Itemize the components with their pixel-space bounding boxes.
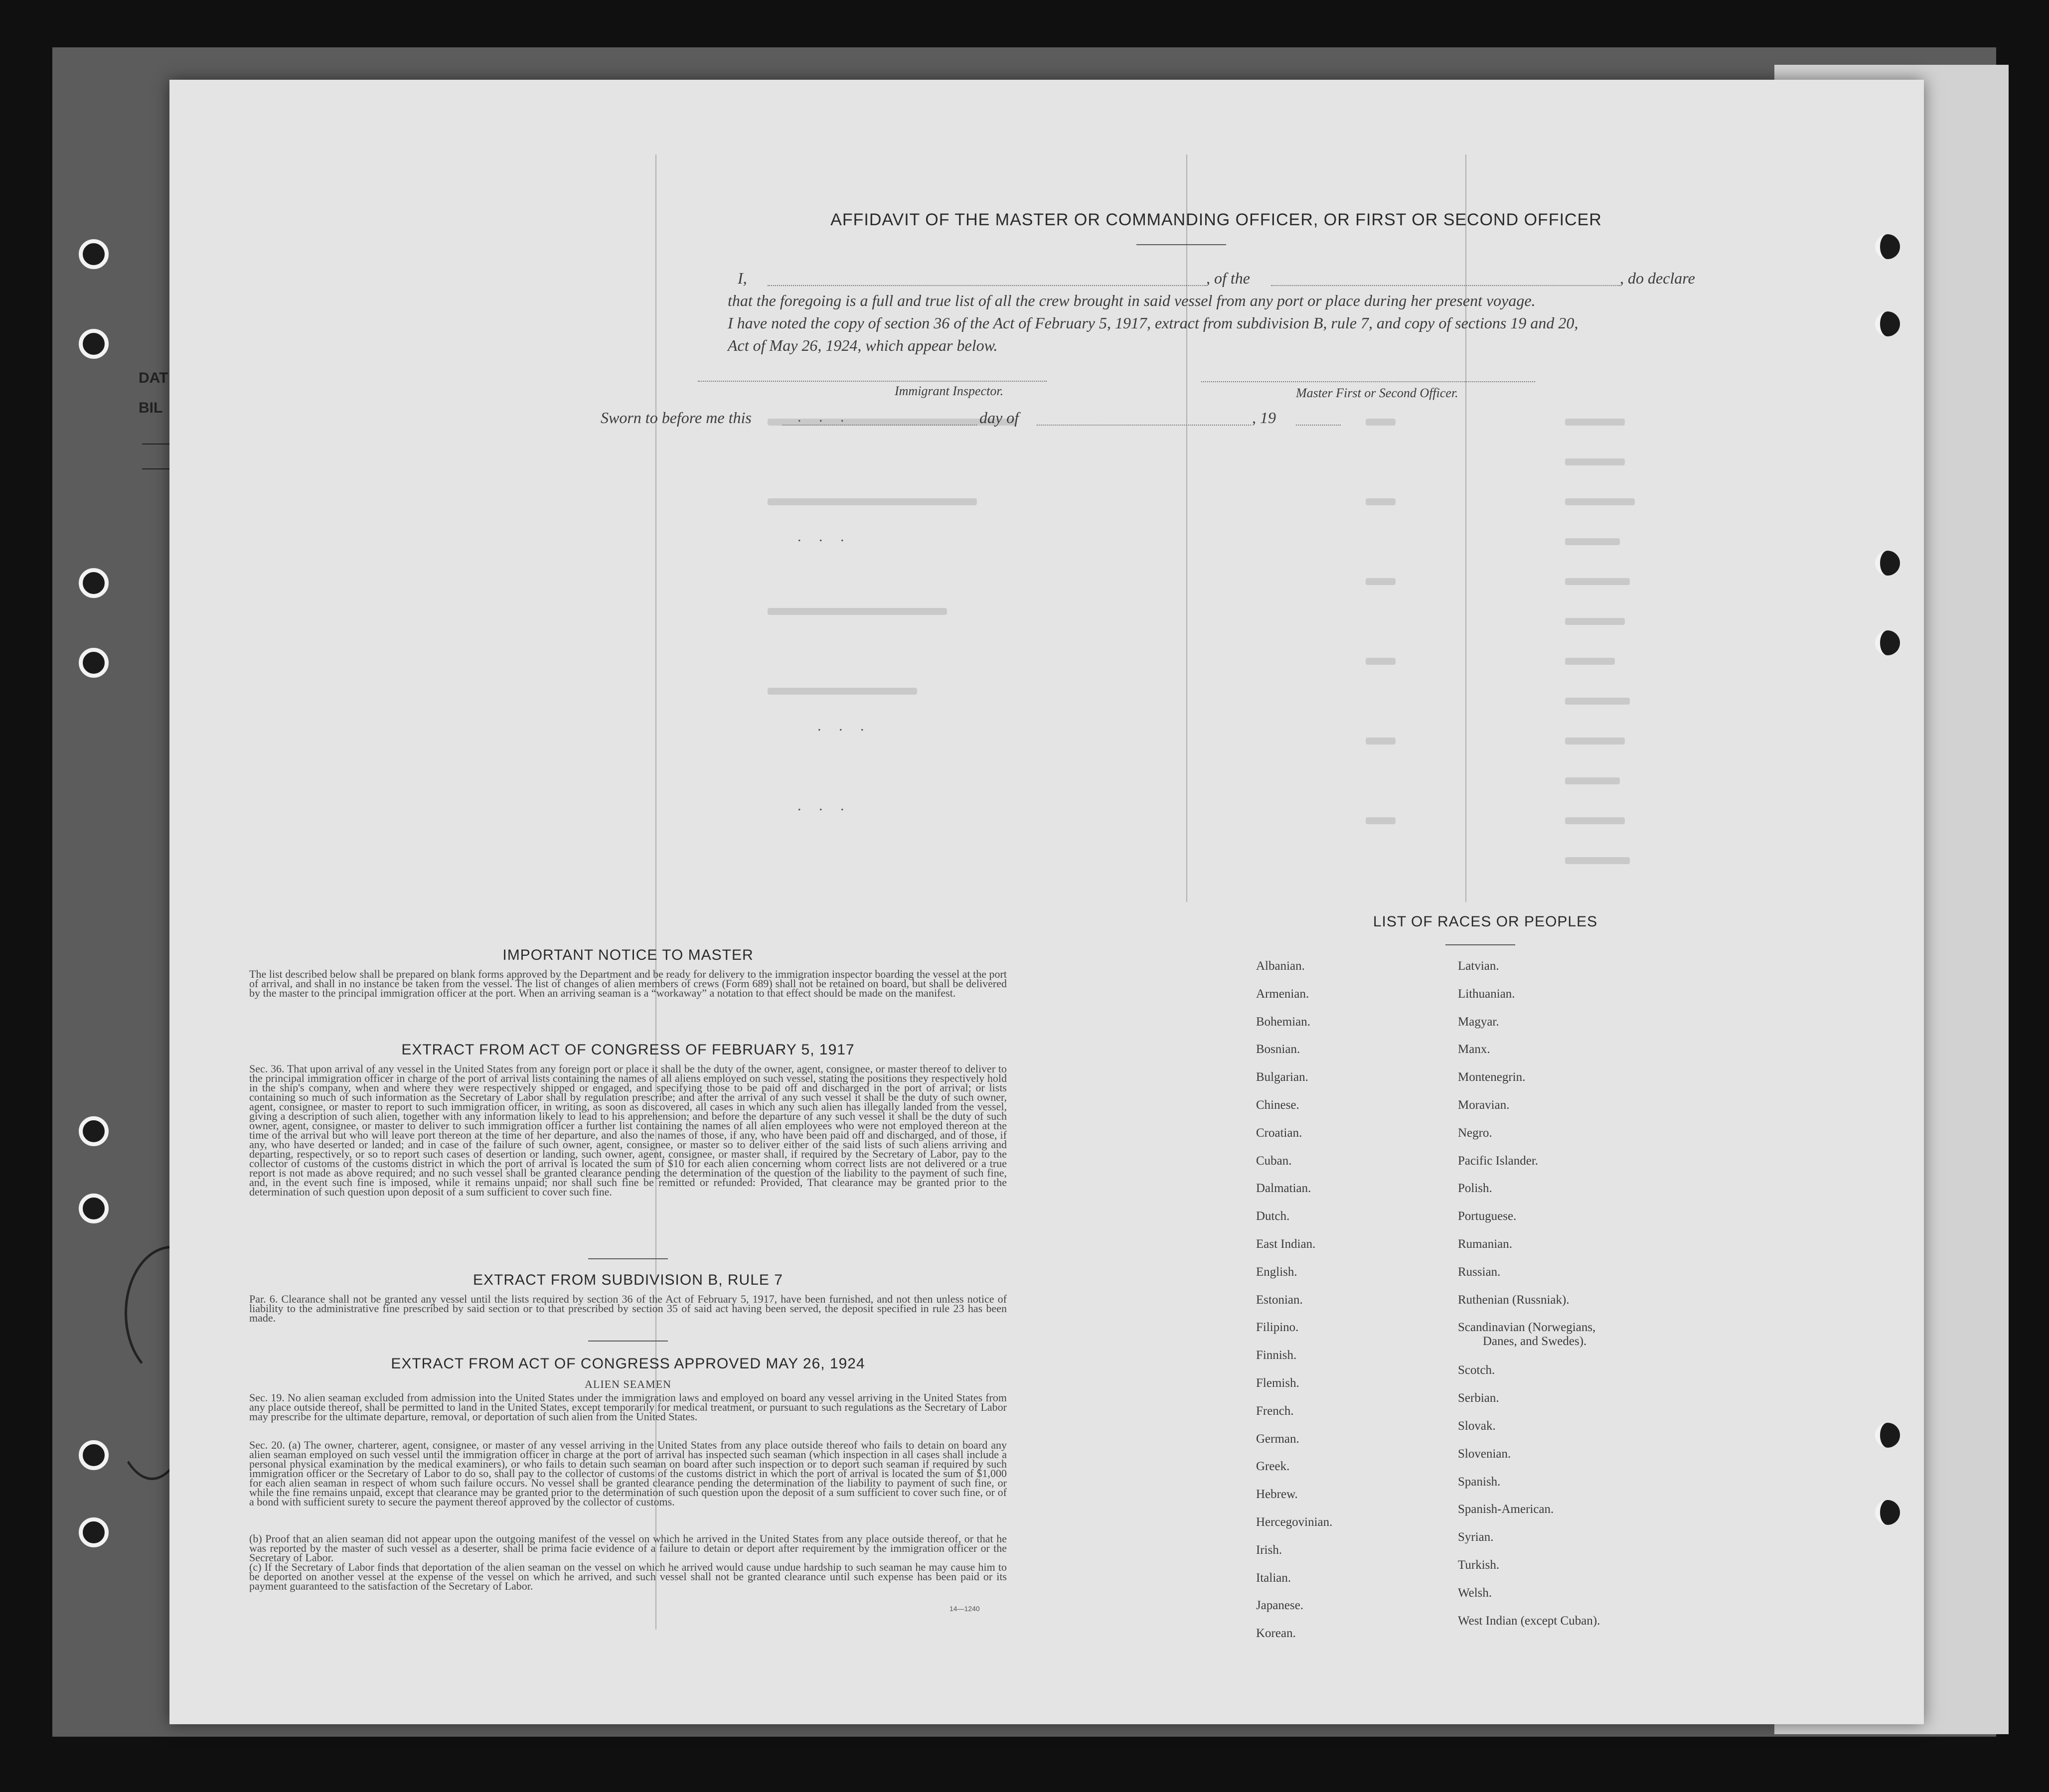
affidavit-of-the: , of the	[1206, 269, 1250, 287]
race-item: Slovak.	[1458, 1419, 1496, 1433]
race-item: Ruthenian (Russniak).	[1458, 1293, 1570, 1307]
sworn-year: , 19	[1252, 409, 1276, 427]
race-item: Croatian.	[1256, 1126, 1302, 1140]
bleed-through-mark	[768, 688, 917, 695]
extract-1917-body: Sec. 36. That upon arrival of any vessel in the United States from any foreign port or place it shall be the duty of the owner, agent, consignee, or master thereof to deliver to the principal immigration officer in charge of the port of arrival lists containing the names of all aliens employed on such vessel, stating the positions they respectively hold in the ship's company, when and where they were respectively shipped or engaged, and specifying those to be paid off and discharged in the port of arrival; or lists containing so much of such information as the Secretary of Labor shall by regulation prescribe; and after the arrival of any such vessel it shall be the duty of such owner, agent, consignee, or master to report to such immigration officer, in writing, as soon as discovered, all cases in which any such alien has illegally landed from the vessel, giving a description of such alien, together with any information likely to lead to his apprehension; and before the departure of any such vessel it shall be the duty of such owner, agent, consignee, or master to deliver to such immigration officer a further list containing the names of all alien employees who were not employed thereon at the time of the arrival but who will leave port thereon at the time of her departure, and also the names of those, if any, who have been paid off and discharged, and of those, if any, who have deserted or landed; and in case of the failure of such owner, agent, consignee, or master so to deliver either of the said lists of such aliens arriving and departing, respectively, or so to report such cases of desertion or landing, such owner, agent, consignee, or master shall, if required by the Secretary of Labor, pay to the collector of customs of the customs district in which the port of arrival is located the sum of $10 for each alien concerning whom correct lists are not delivered or a true report is not made as above required; and no such vessel shall be granted clearance pending the determination of the question of the liability to the payment of such fine, and, in the event such fine is imposed, while it remains unpaid; nor shall such fine be remitted or refunded: Provided, That clearance may be granted prior to the determination of such question upon deposit of a sum sufficient to cover such fine.	[249, 1062, 1007, 1198]
extract-1924-title: EXTRACT FROM ACT OF CONGRESS APPROVED MAY 26, 1924	[391, 1355, 865, 1372]
inspector-signature-line[interactable]	[698, 381, 1047, 382]
vessel-blank[interactable]	[1271, 285, 1620, 287]
race-item: Filipino.	[1256, 1321, 1299, 1335]
race-item: Albanian.	[1256, 959, 1305, 973]
race-item: Montenegrin.	[1458, 1070, 1526, 1084]
bleed-through-mark	[1565, 857, 1630, 864]
race-item: Dutch.	[1256, 1209, 1290, 1223]
sworn-month-blank[interactable]	[1037, 425, 1251, 426]
punch-hole	[1875, 234, 1900, 259]
race-item: Syrian.	[1458, 1530, 1494, 1544]
punch-hole	[1875, 630, 1900, 655]
bleed-through-mark	[1565, 458, 1625, 465]
race-item: Finnish.	[1256, 1348, 1297, 1362]
title-rule	[1136, 244, 1226, 245]
edge-date-label: DAT	[139, 370, 168, 386]
race-item: Slovenian.	[1458, 1447, 1511, 1461]
inspector-signature-label: Immigrant Inspector.	[895, 384, 1004, 398]
bleed-through-mark	[1366, 738, 1396, 745]
race-item: French.	[1256, 1404, 1294, 1418]
bleed-through-mark	[1366, 817, 1396, 824]
race-item: East Indian.	[1256, 1237, 1316, 1251]
race-item: Japanese.	[1256, 1599, 1304, 1613]
notice-body: The list described below shall be prepared on blank forms approved by the Department and be ready for delivery to the immigration inspector boarding the vessel at the port of arrival, and shall in no instance be taken from the vessel. The list of changes of alien members of crews (Form 689) shall not be retained on board, but shall be delivered by the master to the principal immigration officer at the port. When an arriving seaman is a “workaway” a notation to that effect should be made on the manifest.	[249, 968, 1007, 999]
race-item: Armenian.	[1256, 987, 1309, 1001]
bleed-through-mark	[1565, 538, 1620, 545]
affidavit-title: AFFIDAVIT OF THE MASTER OR COMMANDING OFFICER, OR FIRST OR SECOND OFFICER	[830, 210, 1602, 229]
race-item: Scandinavian (Norwegians,	[1458, 1321, 1596, 1335]
affidavit-do-declare: , do declare	[1620, 269, 1695, 287]
extract-1917-title: EXTRACT FROM ACT OF CONGRESS OF FEBRUARY 5, 1917	[401, 1042, 855, 1058]
race-item: Rumanian.	[1458, 1237, 1513, 1251]
extract-1924-sec20c: (c) If the Secretary of Labor finds that deportation of the alien seaman on the vessel on which he arrived would cause undue hardship to such seaman he may cause him to be deported on another vessel at the expense of the vessel on which he arrived, and such vessel shall not be granted clearance until such expense has been paid or its payment guaranteed to the satisfaction of the Secretary of Labor.	[249, 1561, 1007, 1592]
edge-bill-label: BIL	[139, 400, 163, 416]
race-item: Pacific Islander.	[1458, 1154, 1539, 1168]
extract-1924-sec20a: Sec. 20. (a) The owner, charterer, agent, consignee, or master of any vessel arriving in the United States from any place outside thereof who fails to detain on board any alien seaman employed on such vessel until the immigration officer in charge at the port of arrival has inspected such seaman (which inspection in all cases shall include a personal physical examination by the medical examiners), or who fails to detain such seaman on board after such inspection or to deport such seaman if required by such immigration officer or the Secretary of Labor to do so, shall pay to the collector of customs of the customs district in which the port of arrival is located the sum of $1,000 for each alien seaman in respect of whom such failure occurs. No vessel shall be granted clearance pending the determination of the liability to payment of such fine, or while the fine remains unpaid, except that clearance may be granted prior to the determination of such question upon the deposit of a sum sufficient to cover such fine, or of a bond with sufficient surety to secure the payment thereof approved by the collector of customs.	[249, 1439, 1007, 1508]
race-item: German.	[1256, 1432, 1299, 1446]
bleed-through-mark	[768, 608, 947, 615]
race-item: Spanish-American.	[1458, 1502, 1554, 1516]
punch-hole	[1875, 551, 1900, 576]
race-item: Chinese.	[1256, 1098, 1299, 1112]
affidavit-line-3: I have noted the copy of section 36 of the Act of February 5, 1917, extract from subdivision B, rule 7, and copy of sections 19 and 20,	[728, 314, 1578, 332]
race-item: Irish.	[1256, 1543, 1282, 1557]
punch-hole	[79, 239, 109, 269]
extract-1924-subtitle: ALIEN SEAMEN	[585, 1378, 671, 1390]
sworn-day-blank[interactable]	[783, 425, 977, 426]
sworn-day-of: day of	[979, 409, 1019, 427]
race-item: Bohemian.	[1256, 1015, 1311, 1029]
race-item: West Indian (except Cuban).	[1458, 1614, 1600, 1628]
punch-hole	[79, 1517, 109, 1547]
race-item: Cuban.	[1256, 1154, 1292, 1168]
bleed-through-mark	[1366, 578, 1396, 585]
races-title: LIST OF RACES OR PEOPLES	[1373, 913, 1598, 930]
bleed-through-mark	[1366, 498, 1396, 505]
race-item: Lithuanian.	[1458, 987, 1515, 1001]
race-item: Polish.	[1458, 1182, 1492, 1195]
bleed-through-mark	[768, 498, 977, 505]
race-item: Moravian.	[1458, 1098, 1510, 1112]
punch-hole	[79, 1116, 109, 1146]
race-item: Spanish.	[1458, 1475, 1501, 1489]
notice-title: IMPORTANT NOTICE TO MASTER	[502, 947, 754, 963]
punch-hole	[79, 1440, 109, 1470]
bleed-through-mark	[1366, 419, 1396, 426]
sworn-prefix: Sworn to before me this	[601, 409, 752, 427]
extract-1924-sec20b: (b) Proof that an alien seaman did not appear upon the outgoing manifest of the vessel on which he arrived in the United States from any place outside thereof, or that he was reported by the master of such vessel as a deserter, shall be prima facie evidence of a failure to detain or deport after requirement by the immigration officer or the Secretary of Labor.	[249, 1532, 1007, 1564]
bleed-through-mark	[1565, 817, 1625, 824]
bleed-through-dots: . . .	[817, 718, 871, 734]
extract-rule7-body: Par. 6. Clearance shall not be granted any vessel until the lists required by section 36 of the Act of February 5, 1917, have been furnished, and not then unless notice of liability to the administrative fine prescribed by said section or to that prescribed by section 35 of said act having been served, the deposit specified in rule 23 has been made.	[249, 1293, 1007, 1324]
race-item: Negro.	[1458, 1126, 1492, 1140]
race-item: Manx.	[1458, 1043, 1490, 1056]
name-blank[interactable]	[768, 285, 1206, 287]
punch-hole	[1875, 311, 1900, 336]
edge-rule	[142, 468, 172, 469]
bleed-through-mark	[1565, 658, 1615, 665]
bleed-through-mark	[1565, 498, 1635, 505]
race-item: English.	[1256, 1265, 1297, 1279]
race-item: Latvian.	[1458, 959, 1499, 973]
bleed-through-mark	[1565, 618, 1625, 625]
race-item: Bulgarian.	[1256, 1070, 1308, 1084]
punch-hole	[79, 648, 109, 678]
race-item: Scotch.	[1458, 1363, 1495, 1377]
race-item: Turkish.	[1458, 1558, 1500, 1572]
punch-hole	[79, 1194, 109, 1223]
master-signature-line[interactable]	[1201, 381, 1535, 383]
race-item: Estonian.	[1256, 1293, 1303, 1307]
form-number: 14—1240	[949, 1605, 980, 1613]
bleed-through-mark	[1366, 658, 1396, 665]
races-title-rule	[1445, 944, 1515, 945]
bleed-through-dots: . . .	[797, 409, 851, 425]
race-item: Russian.	[1458, 1265, 1501, 1279]
race-item: Portuguese.	[1458, 1209, 1517, 1223]
master-signature-label: Master First or Second Officer.	[1296, 386, 1458, 400]
extract-1924-sec19: Sec. 19. No alien seaman excluded from admission into the United States under the immigration laws and employed on board any vessel arriving in the United States from any place outside thereof, shall be permitted to land in the United States, except temporarily for medical treatment, or pursuant to such regulations as the Secretary of Labor may prescribe for the ultimate departure, removal, or deportation of such alien from the United States.	[249, 1391, 1007, 1423]
race-item: Korean.	[1256, 1627, 1296, 1641]
bleed-through-mark	[1565, 578, 1630, 585]
race-item: Italian.	[1256, 1571, 1291, 1585]
edge-rule	[142, 444, 172, 445]
bleed-through-mark	[1565, 738, 1625, 745]
affidavit-i: I,	[738, 269, 747, 287]
race-item: Hercegovinian.	[1256, 1515, 1333, 1529]
extract-rule7-title: EXTRACT FROM SUBDIVISION B, RULE 7	[473, 1272, 783, 1288]
race-item: Dalmatian.	[1256, 1182, 1311, 1195]
race-item: Magyar.	[1458, 1015, 1499, 1029]
sworn-year-blank[interactable]	[1296, 425, 1341, 426]
bleed-through-dots: . . .	[797, 797, 851, 814]
race-item: Danes, and Swedes).	[1483, 1335, 1587, 1348]
section-rule	[588, 1341, 668, 1342]
race-item: Bosnian.	[1256, 1043, 1300, 1056]
race-item: Hebrew.	[1256, 1488, 1298, 1501]
race-item: Serbian.	[1458, 1391, 1499, 1405]
section-rule	[588, 1258, 668, 1259]
punch-hole	[1875, 1423, 1900, 1448]
bleed-through-mark	[1565, 698, 1630, 705]
punch-hole	[1875, 1500, 1900, 1525]
race-item: Welsh.	[1458, 1586, 1492, 1600]
bleed-through-rule	[1186, 154, 1187, 902]
bleed-through-rule	[1465, 154, 1466, 902]
bleed-through-mark	[1565, 777, 1620, 784]
punch-hole	[79, 329, 109, 359]
affidavit-line-4: Act of May 26, 1924, which appear below.	[728, 336, 998, 354]
bleed-through-mark	[1565, 419, 1625, 426]
punch-hole	[79, 568, 109, 598]
race-item: Greek.	[1256, 1460, 1290, 1474]
bleed-through-dots: . . .	[797, 528, 851, 545]
affidavit-line-2: that the foregoing is a full and true list of all the crew brought in said vessel from any port or place during her present voyage.	[728, 292, 1536, 309]
race-item: Flemish.	[1256, 1376, 1299, 1390]
